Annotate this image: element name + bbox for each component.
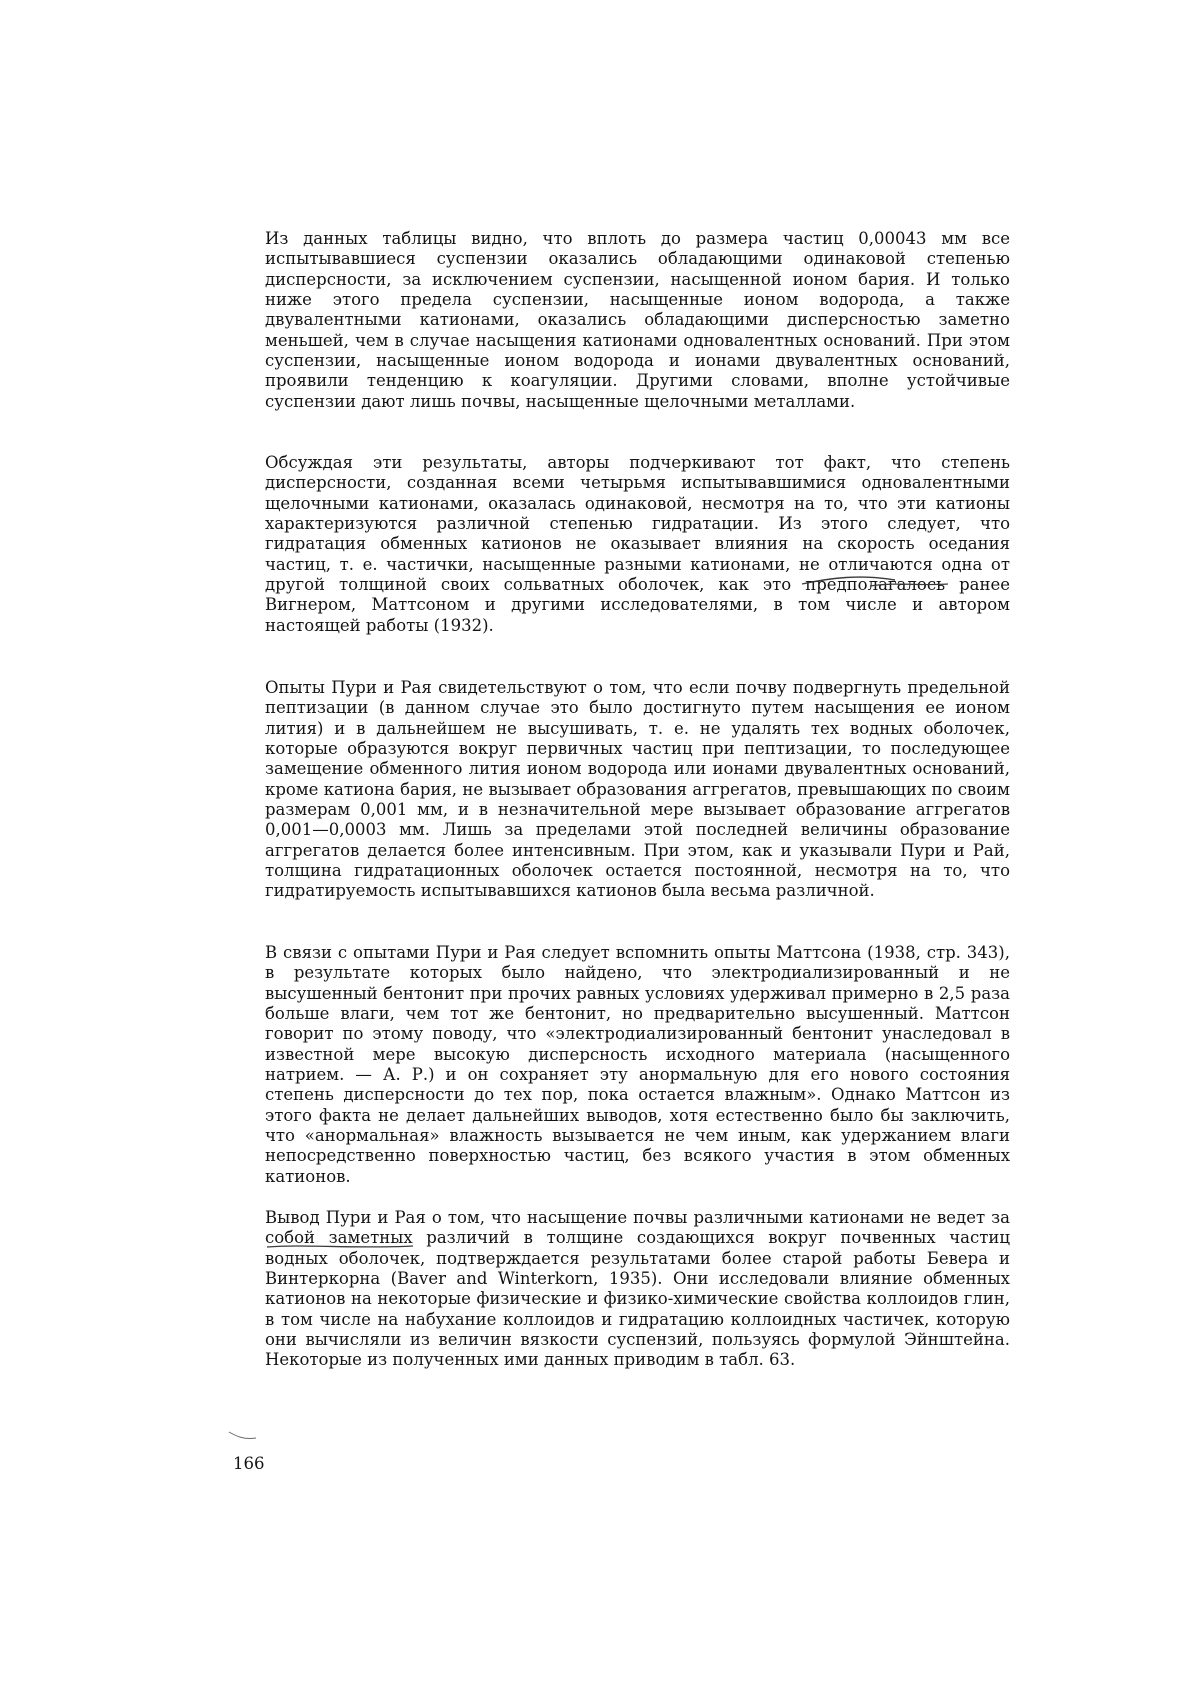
page-number: 166 — [233, 1454, 265, 1473]
paragraph-1: Из данных таблицы видно, что вплоть до размера частиц 0,00043 мм все испытывавшиеся суспензии оказались обладающими одинаковой степенью дисперсности, за исключением суспензии, насыщенной ионом бария. И только ниже этого предела суспензии, насыщенные ионом водорода, а также двувалентными катионами, оказались обладающими дисперсностью заметно меньшей, чем в случае насыщения катионами одновалентных оснований. При этом суспензии, насыщенные ионом водорода и ионами двувалентных оснований, проявили тенденцию к коагуляции. Другими словами, вполне устойчивые суспензии дают лишь почвы, насыщенные щелочными металлами. — [265, 229, 1010, 411]
paragraph-3: Опыты Пури и Рая свидетельствуют о том, что если почву подвергнуть предельной пептизации (в данном случае это было достигнуто путем насыщения ее ионом лития) и в дальнейшем не высушивать, т. е. не удалять тех водных оболочек, которые образуются вокруг первичных частиц при пептизации, то последующее замещение обменного лития ионом водорода или ионами двувалентных оснований, кроме катиона бария, не вызывает образования аггрегатов, превышающих по своим размерам 0,001 мм, и в незначительной мере вызывает образование аггрегатов 0,001—0,0003 мм. Лишь за пределами этой последней величины образование аггрегатов делается более интенсивным. При этом, как и указывали Пури и Рай, толщина гидратационных оболочек остается постоянной, несмотря на то, что гидратируемость испытывавшихся катионов была весьма различной. — [265, 678, 1010, 901]
paragraph-5: Вывод Пури и Рая о том, что насыщение почвы различными катионами не ведет за собой заметных различий в толщине создающихся вокруг почвенных частиц водных оболочек, подтверждается результатами более старой работы Бевера и Винтеркорна (Baver and Winterkorn, 1935). Они исследовали влияние обменных катионов на некоторые физические и физико-химические свойства коллоидов глин, в том числе на набухание коллоидов и гидратацию коллоидных частичек, которую они вычисляли из величин вязкости суспензий, пользуясь формулой Эйнштейна. Некоторые из полученных ими данных приводим в табл. 63. — [265, 1208, 1010, 1370]
paragraph-4: В связи с опытами Пури и Рая следует вспомнить опыты Маттсона (1938, стр. 343), в результате которых было найдено, что электродиализированный и не высушенный бентонит при прочих равных условиях удерживал примерно в 2,5 раза больше влаги, чем тот же бентонит, но предварительно высушенный. Маттсон говорит по этому поводу, что «электродиализированный бентонит унаследовал в известной мере высокую дисперсность исходного материала (насыщенного натрием. — А. Р.) и он сохраняет эту анормальную для его нового состояния степень дисперсности до тех пор, пока остается влажным». Однако Маттсон из этого факта не делает дальнейших выводов, хотя естественно было бы заключить, что «анормальная» влажность вызывается не чем иным, как удержанием влаги непосредственно поверхностью частиц, без всякого участия в этом обменных катионов. — [265, 943, 1010, 1186]
margin-mark — [226, 1428, 266, 1444]
paragraph-2: Обсуждая эти результаты, авторы подчеркивают тот факт, что степень дисперсности, созданная всеми четырьмя испытывавшимися одновалентными щелочными катионами, оказалась одинаковой, несмотря на то, что эти катионы характеризуются различной степенью гидратации. Из этого следует, что гидратация обменных катионов не оказывает влияния на скорость оседания частиц, т. е. частички, насыщенные разными катионами, не отличаются одна от другой толщиной своих сольватных оболочек, как это предполагалось ранее Вигнером, Маттсоном и другими исследователями, в том числе и автором настоящей работы (1932). — [265, 453, 1010, 635]
body-text — [265, 229, 1010, 1371]
